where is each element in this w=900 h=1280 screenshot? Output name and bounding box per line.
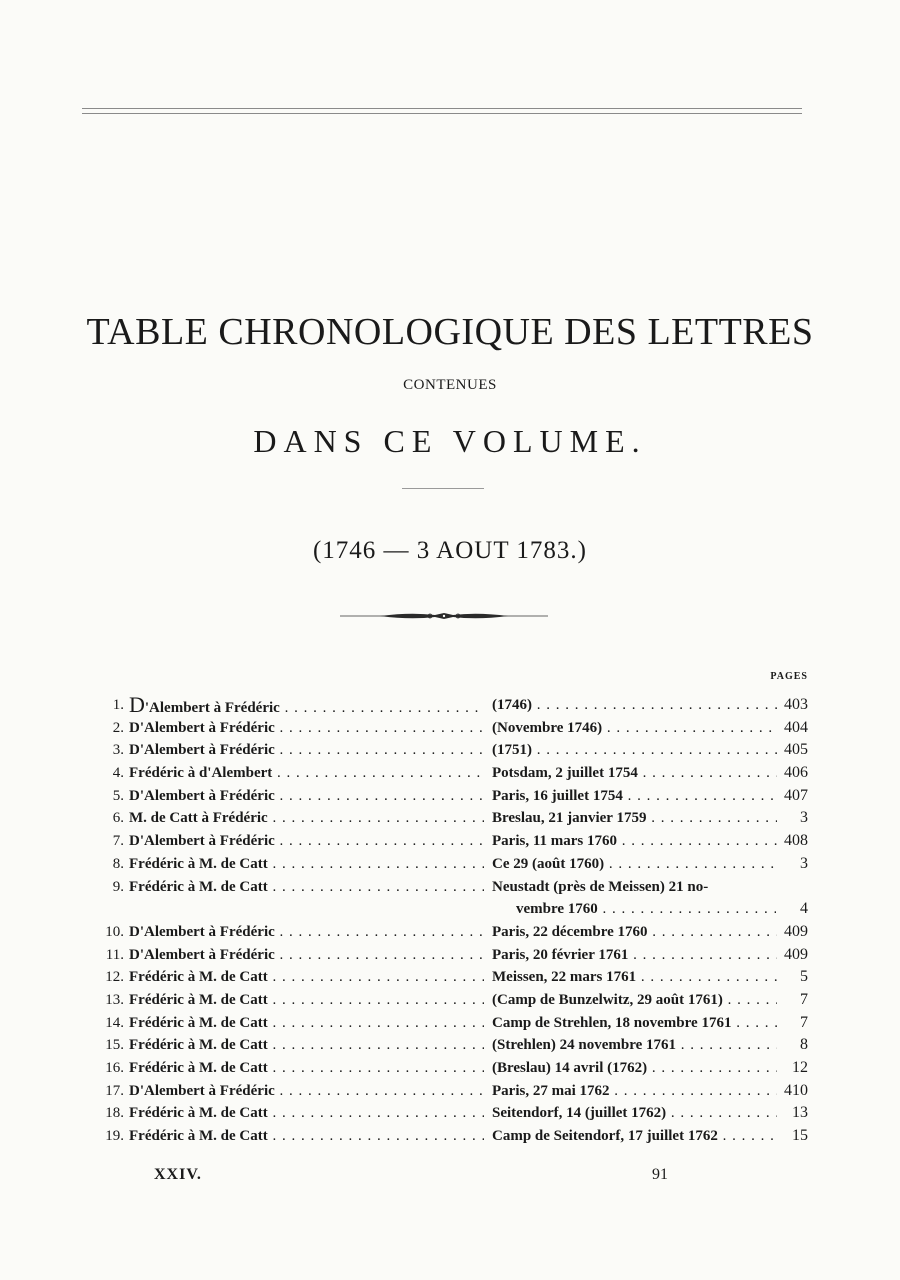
volume-number: XXIV.	[154, 1166, 202, 1183]
entry-page: 410	[784, 1081, 808, 1099]
entry-correspondents-text: D'Alembert à Frédéric	[129, 742, 275, 759]
entry-correspondents-text: D'Alembert à Frédéric	[129, 1082, 275, 1099]
entry-number: 13.	[105, 991, 124, 1008]
toc-row	[84, 1125, 814, 1148]
entry-number: 3.	[112, 742, 124, 759]
entry-correspondents	[129, 717, 484, 740]
entry-page: 409	[784, 922, 808, 940]
entry-correspondents	[129, 785, 484, 808]
entry-correspondents	[129, 1012, 484, 1035]
entry-number: 17.	[105, 1082, 124, 1099]
entry-correspondents-text: Frédéric à M. de Catt	[129, 991, 268, 1008]
entry-correspondents-text: D'Alembert à Frédéric	[129, 719, 275, 736]
entry-number: 14.	[105, 1014, 124, 1031]
entry-correspondents	[129, 944, 484, 967]
entry-correspondents	[129, 1034, 484, 1057]
entry-correspondents-text: Frédéric à M. de Catt	[129, 878, 268, 895]
entry-page: 3	[800, 854, 808, 872]
entry-page: 8	[800, 1036, 808, 1054]
entry-correspondents-text: Frédéric à d'Alembert	[129, 765, 273, 782]
entry-correspondents	[129, 739, 484, 762]
entry-number: 15.	[105, 1037, 124, 1054]
entry-correspondents-text: M. de Catt à Frédéric	[129, 810, 268, 827]
entry-number: 18.	[105, 1105, 124, 1122]
entry-page: 409	[784, 945, 808, 963]
entry-correspondents-text: Frédéric à M. de Catt	[129, 1128, 268, 1145]
entry-page: 7	[800, 1013, 808, 1031]
toc-row	[84, 762, 814, 785]
pages-column-label: PAGES	[770, 671, 808, 682]
toc-row	[84, 807, 814, 830]
entry-correspondents-text: D'Alembert à Frédéric	[129, 923, 275, 940]
entry-location: (Camp de Bunzelwitz, 29 août 1761) . . .	[492, 989, 777, 1012]
entry-correspondents-text: Frédéric à M. de Catt	[129, 855, 268, 872]
ornament-divider-icon	[340, 609, 548, 623]
subtitle-large: DANS CE VOLUME.	[253, 423, 647, 459]
entry-number: 1.	[112, 697, 124, 713]
entry-location: Ce 29 (août 1760) . . .	[492, 853, 777, 876]
entry-number: 10.	[105, 923, 124, 940]
entry-page: 407	[784, 786, 808, 804]
entry-location: (Breslau) 14 avril (1762) . . .	[492, 1057, 777, 1080]
table-of-contents	[84, 694, 814, 1148]
entry-number: 4.	[112, 765, 124, 782]
entry-correspondents-text: Frédéric à M. de Catt	[129, 969, 268, 986]
entry-number: 7.	[112, 833, 124, 850]
entry-number: 12.	[105, 969, 124, 986]
entry-location: Paris, 20 février 1761 . . .	[492, 944, 777, 967]
toc-row	[84, 1057, 814, 1080]
entry-correspondents	[129, 807, 484, 830]
toc-row	[84, 785, 814, 808]
page-title: TABLE CHRONOLOGIQUE DES LETTRES	[86, 311, 814, 353]
entry-number: 2.	[112, 719, 124, 736]
entry-location: Paris, 27 mai 1762 . . .	[492, 1080, 777, 1103]
entry-correspondents-text: Frédéric à M. de Catt	[129, 1060, 268, 1076]
entry-location: Seitendorf, 14 (juillet 1762) . . .	[492, 1102, 777, 1125]
toc-row	[84, 739, 814, 762]
entry-location: Potsdam, 2 juillet 1754 . . .	[492, 762, 777, 785]
toc-row	[84, 853, 814, 876]
entry-correspondents-text: Frédéric à M. de Catt	[129, 1014, 268, 1031]
entry-correspondents-text: D'Alembert à Frédéric	[129, 787, 275, 804]
toc-row	[84, 921, 814, 944]
entry-page: 3	[800, 809, 808, 827]
entry-location: Breslau, 21 janvier 1759 . . .	[492, 807, 777, 830]
toc-row	[84, 1012, 814, 1035]
entry-page: 404	[784, 718, 808, 736]
drop-capital: D	[129, 694, 145, 717]
entry-correspondents	[129, 1080, 484, 1103]
entry-number: 8.	[112, 855, 124, 872]
entry-correspondents	[129, 762, 484, 785]
entry-location: Paris, 16 juillet 1754 . . .	[492, 785, 777, 808]
top-double-rule	[82, 108, 802, 114]
signature-mark: 91	[652, 1166, 668, 1183]
entry-location: Camp de Strehlen, 18 novembre 1761 . . .	[492, 1012, 777, 1035]
toc-row	[84, 1080, 814, 1103]
date-range: (1746 — 3 AOUT 1783.)	[312, 537, 587, 564]
entry-correspondents	[129, 921, 484, 944]
entry-correspondents-text: Frédéric à M. de Catt	[129, 1037, 268, 1054]
entry-page: 405	[784, 741, 808, 759]
entry-location: (1751) . . .	[492, 739, 777, 762]
toc-row	[84, 944, 814, 967]
toc-row	[84, 1102, 814, 1125]
entry-page: 4	[800, 900, 808, 918]
entry-location: (Novembre 1746) . . .	[492, 717, 777, 740]
entry-page: 403	[784, 696, 808, 713]
entry-location: (1746) . . .	[492, 694, 777, 717]
entry-correspondents	[129, 853, 484, 876]
entry-page: 5	[800, 968, 808, 986]
subtitle-small: CONTENUES	[403, 377, 497, 393]
entry-correspondents-text: D'Alembert à Frédéric	[129, 946, 275, 963]
entry-number: 16.	[105, 1060, 124, 1076]
toc-row	[84, 717, 814, 740]
entry-number: 19.	[105, 1128, 124, 1145]
entry-number: 5.	[112, 787, 124, 804]
toc-row	[84, 989, 814, 1012]
entry-number: 6.	[112, 810, 124, 827]
short-divider	[402, 488, 484, 489]
toc-row	[84, 1034, 814, 1057]
entry-page: 12	[792, 1059, 808, 1076]
entry-correspondents	[129, 1102, 484, 1125]
entry-location: Paris, 11 mars 1760 . . .	[492, 830, 777, 853]
entry-number: 11.	[105, 946, 124, 963]
toc-row-continuation	[84, 898, 814, 921]
entry-page: 13	[792, 1104, 808, 1122]
toc-row	[84, 876, 814, 899]
entry-correspondents	[129, 966, 484, 989]
entry-location: Meissen, 22 mars 1761 . . .	[492, 966, 777, 989]
entry-page: 7	[800, 990, 808, 1008]
entry-location: Paris, 22 décembre 1760 . . .	[492, 921, 777, 944]
toc-row	[84, 966, 814, 989]
entry-location-continuation: vembre 1760 . . .	[516, 898, 776, 921]
entry-page: 15	[792, 1127, 808, 1145]
entry-correspondents	[129, 876, 484, 899]
entry-correspondents-text: 'Alembert à Frédéric	[144, 700, 280, 716]
entry-number: 9.	[112, 878, 124, 895]
toc-row	[84, 694, 814, 717]
entry-location: Neustadt (près de Meissen) 21 no-	[492, 878, 709, 895]
toc-row	[84, 830, 814, 853]
entry-correspondents	[129, 830, 484, 853]
entry-correspondents	[129, 1125, 484, 1148]
entry-page: 408	[784, 832, 808, 850]
entry-correspondents	[129, 989, 484, 1012]
entry-page: 406	[784, 764, 808, 782]
entry-correspondents-text: Frédéric à M. de Catt	[129, 1105, 268, 1122]
entry-location: (Strehlen) 24 novembre 1761 . . .	[492, 1034, 777, 1057]
entry-correspondents	[129, 1057, 484, 1080]
entry-location: Camp de Seitendorf, 17 juillet 1762 . . .	[492, 1125, 777, 1148]
entry-correspondents-text: D'Alembert à Frédéric	[129, 833, 275, 850]
